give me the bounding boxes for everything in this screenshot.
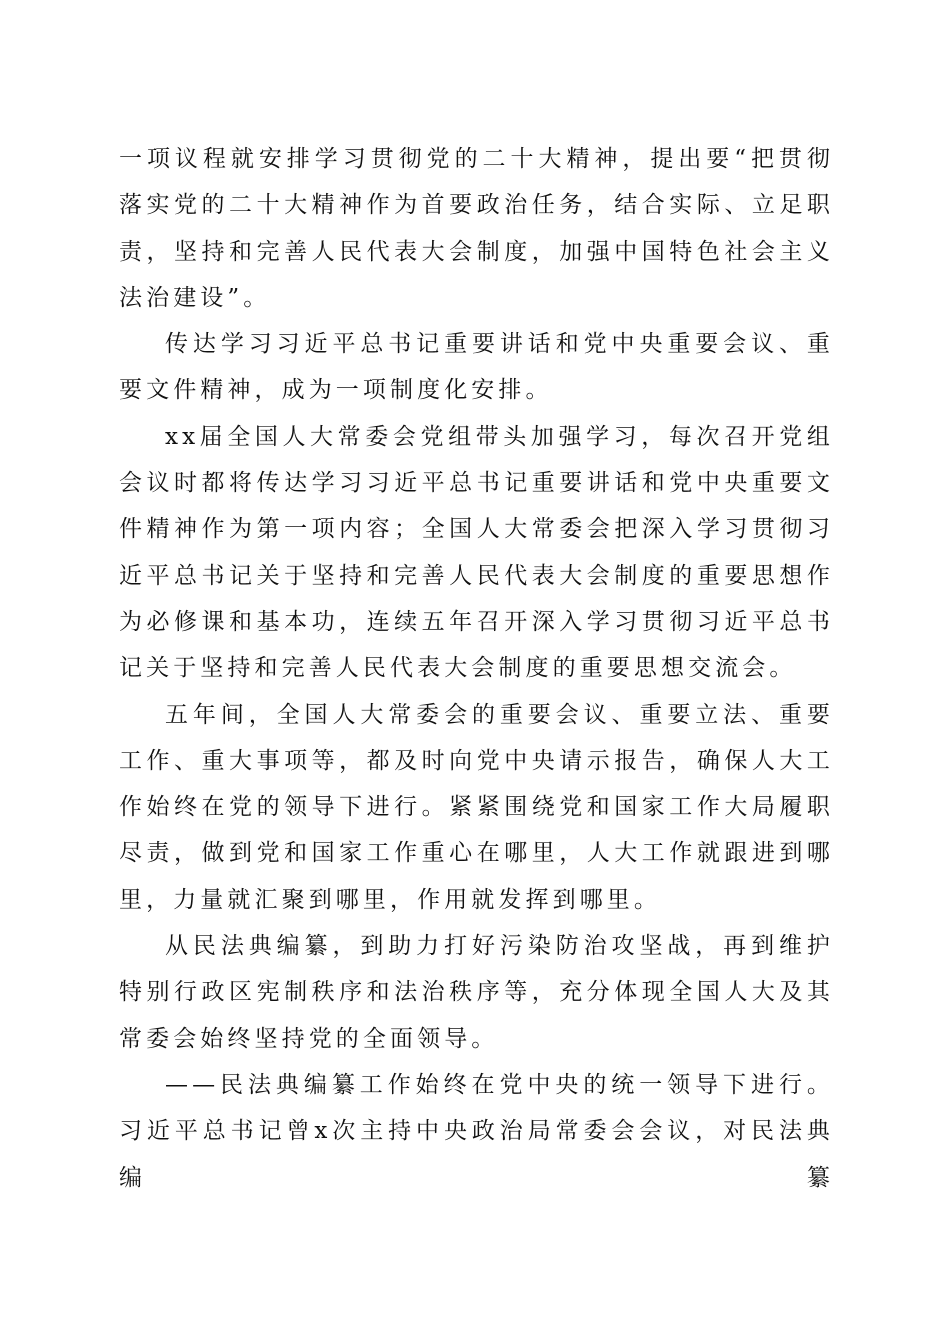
paragraph-3: xx届全国人大常委会党组带头加强学习，每次召开党组会议时都将传达学习习近平总书记重要讲话和党中央重要文件精神作为第一项内容；全国人大常委会把深入学习贯彻习近平总书记关于坚持和完善人民代表大会制度的重要思想作为必修课和基本功，连续五年召开深入学习贯彻习近平总书记关于坚持和完善人民代表大会制度的重要思想交流会。 — [119, 423, 834, 682]
paragraph-continuation: 一项议程就安排学习贯彻党的二十大精神，提出要“把贯彻落实党的二十大精神作为首要政治任务，结合实际、立足职责，坚持和完善人民代表大会制度，加强中国特色社会主义法治建设”。 — [119, 146, 834, 311]
paragraph-2: 传达学习习近平总书记重要讲话和党中央重要会议、重要文件精神，成为一项制度化安排。 — [119, 331, 834, 404]
paragraph-4: 五年间，全国人大常委会的重要会议、重要立法、重要工作、重大事项等，都及时向党中央请示报告，确保人大工作始终在党的领导下进行。紧紧围绕党和国家工作大局履职尽责，做到党和国家工作重心在哪里，人大工作就跟进到哪里，力量就汇聚到哪里，作用就发挥到哪里。 — [119, 701, 834, 913]
document-body — [119, 136, 834, 1201]
paragraph-6: ——民法典编纂工作始终在党中央的统一领导下进行。习近平总书记曾x次主持中央政治局常委会会议，对民法典编纂 — [119, 1071, 834, 1191]
paragraph-5: 从民法典编纂，到助力打好污染防治攻坚战，再到维护特别行政区宪制秩序和法治秩序等，充分体现全国人大及其常委会始终坚持党的全面领导。 — [119, 933, 834, 1052]
